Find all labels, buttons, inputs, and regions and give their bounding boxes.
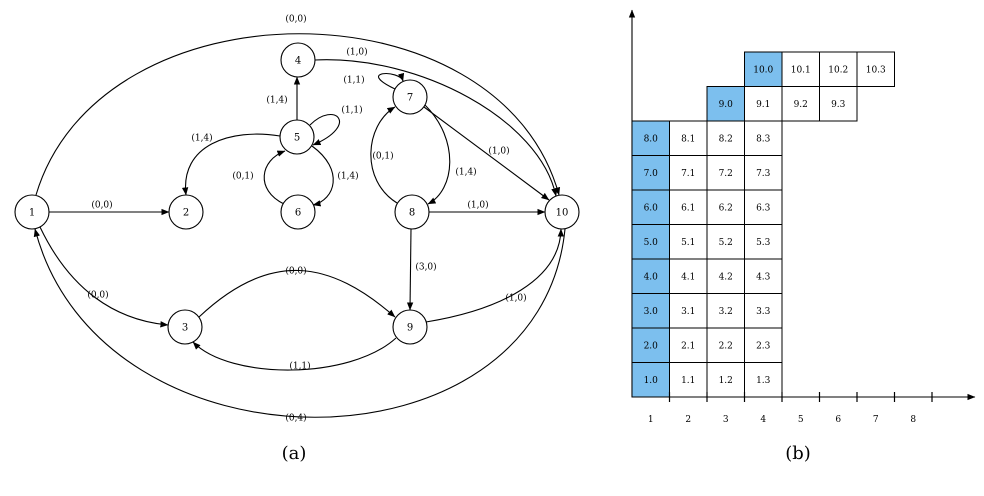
grid-cell-7.1	[670, 156, 708, 191]
edge-3-to-9	[199, 270, 395, 317]
node-4	[281, 43, 315, 77]
cell-label: 8.1	[681, 134, 696, 145]
edge-label-8-to-9: (3,0)	[415, 262, 437, 273]
edge-label-5-to-4: (1,4)	[266, 95, 288, 106]
grid-cell-5.3	[745, 225, 783, 260]
node-3	[168, 310, 202, 344]
cell-label: 8.2	[718, 134, 733, 145]
edge-label-7-to-8: (1,4)	[455, 167, 477, 178]
node-7	[393, 80, 427, 114]
grid-cell-4.1	[670, 259, 708, 294]
grid-cell-3.2	[707, 294, 745, 329]
cell-label: 8.3	[756, 134, 771, 145]
grid-caption: (b)	[785, 443, 811, 464]
cell-label: 7.2	[718, 168, 733, 179]
node-label: 9	[406, 322, 414, 334]
edge-label-7-to-10: (1,0)	[488, 146, 510, 157]
x-tick-label-6: 6	[835, 415, 842, 425]
cell-label: 2.2	[718, 341, 733, 352]
grid-cells	[632, 52, 895, 397]
node-10	[545, 195, 579, 229]
grid-cell-10.2	[820, 52, 858, 87]
grid-cell-5.1	[670, 225, 708, 260]
edge-6-to-5	[264, 151, 285, 204]
grid-cell-9.2	[782, 87, 820, 122]
cell-label: 7.1	[681, 168, 696, 179]
cell-label: 4.0	[643, 272, 658, 283]
cell-label: 4.3	[756, 272, 771, 283]
grid-cell-2.3	[745, 328, 783, 363]
cell-label: 4.2	[718, 272, 733, 283]
edge-label-6-to-5: (0,1)	[232, 171, 254, 182]
x-tick-label-2: 2	[685, 415, 692, 425]
cell-label: 10.1	[790, 65, 811, 76]
grid-cell-4.3	[745, 259, 783, 294]
grid-cell-1.2	[707, 363, 745, 398]
grid-cell-6.1	[670, 190, 708, 225]
node-label: 10	[555, 207, 569, 219]
cell-label: 5.0	[643, 237, 658, 248]
grid-cell-3.3	[745, 294, 783, 329]
edge-10-to-1	[35, 229, 565, 417]
cell-grid	[632, 10, 975, 464]
grid-cell-2.1	[670, 328, 708, 363]
grid-cell-7.3	[745, 156, 783, 191]
x-tick-label-8: 8	[910, 415, 917, 425]
node-5	[280, 120, 314, 154]
node-1	[15, 195, 49, 229]
edge-label-10-to-1: (0,4)	[285, 413, 307, 424]
grid-cell-7.0	[632, 156, 670, 191]
cell-label: 3.2	[718, 306, 733, 317]
edge-label-3-to-9: (0,0)	[285, 266, 307, 277]
edge-1-to-3	[40, 227, 168, 325]
grid-cell-2.0	[632, 328, 670, 363]
cell-label: 1.0	[643, 375, 658, 386]
grid-cell-4.0	[632, 259, 670, 294]
cell-label: 4.1	[681, 272, 696, 283]
grid-cell-9.0	[707, 87, 745, 122]
grid-cell-1.3	[745, 363, 783, 398]
cell-label: 9.2	[793, 99, 808, 110]
node-label: 2	[182, 207, 190, 219]
cell-label: 3.3	[756, 306, 771, 317]
cell-label: 5.3	[756, 237, 771, 248]
node-2	[169, 195, 203, 229]
cell-label: 3.1	[681, 306, 696, 317]
graph-caption: (a)	[281, 443, 307, 464]
cell-label: 1.1	[681, 375, 696, 386]
grid-cell-10.3	[857, 52, 895, 87]
cell-label: 6.2	[718, 203, 733, 214]
node-label: 5	[293, 132, 301, 144]
edge-label-5-to-6: (1,4)	[337, 171, 359, 182]
cell-label: 9.3	[831, 99, 846, 110]
grid-cell-8.3	[745, 121, 783, 156]
grid-cell-10.0	[745, 52, 783, 87]
edge-9-to-10	[426, 229, 561, 322]
grid-cell-2.2	[707, 328, 745, 363]
cell-label: 6.3	[756, 203, 771, 214]
edge-label-4-to-10: (1,0)	[346, 47, 368, 58]
node-6	[281, 195, 315, 229]
cell-label: 10.2	[828, 65, 849, 76]
node-label: 4	[294, 55, 302, 67]
x-tick-label-1: 1	[647, 415, 654, 425]
grid-cell-10.1	[782, 52, 820, 87]
edge-label-1-to-3: (0,0)	[87, 290, 109, 301]
x-tick-label-3: 3	[722, 415, 729, 425]
cell-label: 6.0	[643, 203, 658, 214]
edge-7-to-10	[424, 107, 549, 200]
state-graph	[15, 14, 579, 465]
node-label: 3	[181, 322, 189, 334]
x-tick-label-5: 5	[797, 415, 804, 425]
cell-label: 9.1	[756, 99, 771, 110]
cell-label: 1.3	[756, 375, 771, 386]
grid-cell-6.2	[707, 190, 745, 225]
edge-label-1-to-2: (0,0)	[91, 200, 113, 211]
edge-label-8-to-7: (0,1)	[372, 151, 394, 162]
node-label: 8	[408, 207, 416, 219]
edge-5-to-6	[312, 146, 333, 205]
node-label: 7	[406, 92, 414, 104]
cell-label: 2.3	[756, 341, 771, 352]
cell-label: 2.0	[643, 341, 658, 352]
grid-cell-6.3	[745, 190, 783, 225]
node-8	[395, 195, 429, 229]
edge-label-8-to-10: (1,0)	[467, 200, 489, 211]
edge-label-7-to-7: (1,1)	[343, 75, 365, 86]
grid-cell-8.0	[632, 121, 670, 156]
cell-label: 5.2	[718, 237, 733, 248]
grid-cell-4.2	[707, 259, 745, 294]
cell-label: 9.0	[718, 99, 733, 110]
x-tick-label-7: 7	[872, 415, 879, 425]
grid-cell-5.0	[632, 225, 670, 260]
grid-cell-1.0	[632, 363, 670, 398]
cell-label: 3.0	[643, 306, 658, 317]
edge-label-9-to-3: (1,1)	[289, 361, 311, 372]
grid-cell-9.3	[820, 87, 858, 122]
grid-cell-8.2	[707, 121, 745, 156]
cell-label: 2.1	[681, 341, 696, 352]
grid-cell-8.1	[670, 121, 708, 156]
node-label: 6	[294, 207, 302, 219]
node-9	[393, 310, 427, 344]
grid-cell-1.1	[670, 363, 708, 398]
grid-cell-3.1	[670, 294, 708, 329]
edge-label-1-to-10: (0,0)	[285, 14, 307, 25]
grid-cell-9.1	[745, 87, 783, 122]
grid-cell-6.0	[632, 190, 670, 225]
edge-label-9-to-10: (1,0)	[505, 293, 527, 304]
grid-cell-5.2	[707, 225, 745, 260]
node-label: 1	[28, 207, 36, 219]
x-tick-label-4: 4	[760, 415, 767, 425]
grid-cell-7.2	[707, 156, 745, 191]
cell-label: 10.0	[753, 65, 774, 76]
grid-cell-3.0	[632, 294, 670, 329]
cell-label: 1.2	[718, 375, 733, 386]
cell-label: 8.0	[643, 134, 658, 145]
cell-label: 6.1	[681, 203, 696, 214]
cell-label: 7.3	[756, 168, 771, 179]
edge-8-to-9	[410, 229, 411, 310]
cell-label: 5.1	[681, 237, 696, 248]
cell-label: 7.0	[643, 168, 658, 179]
edge-label-5-to-5: (1,1)	[341, 105, 363, 116]
edge-7-to-8	[425, 105, 450, 204]
edge-5-to-5	[310, 115, 339, 145]
cell-label: 10.3	[865, 65, 886, 76]
edge-label-5-to-2: (1,4)	[191, 133, 213, 144]
